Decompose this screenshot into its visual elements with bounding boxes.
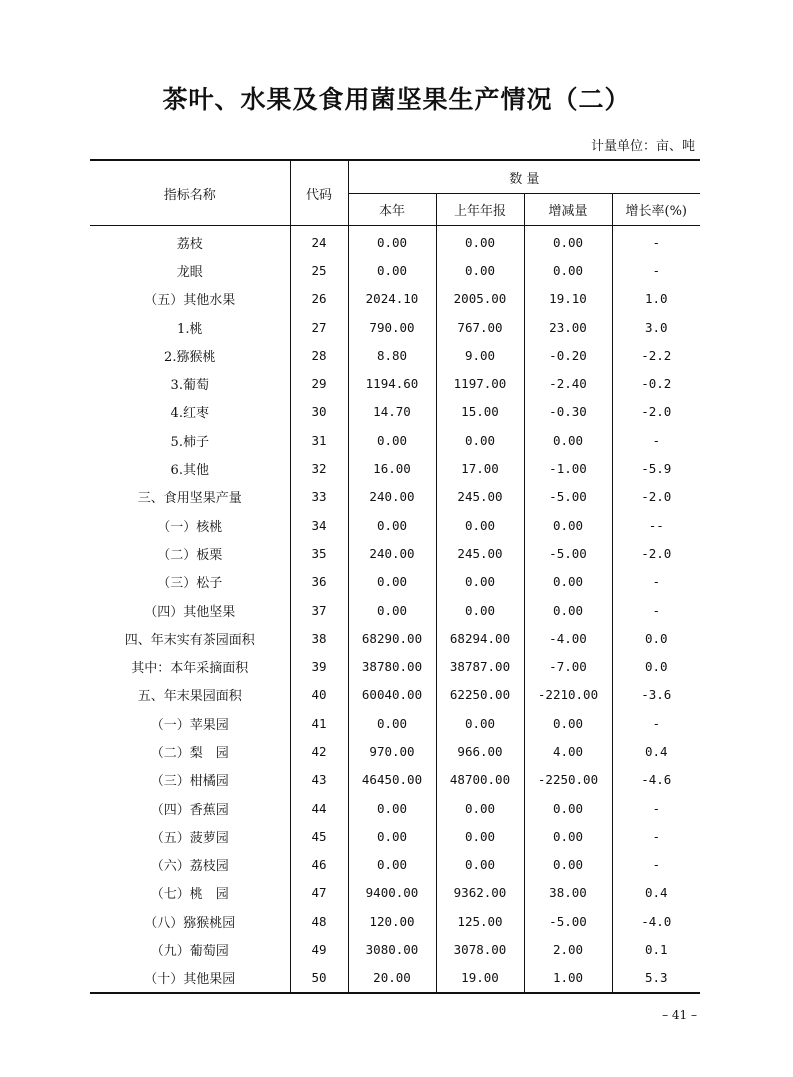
table-row bbox=[90, 511, 700, 539]
cell-indicator-name: （十）其他果园 bbox=[90, 964, 290, 993]
cell-change: 19.10 bbox=[524, 285, 612, 313]
cell-indicator-name: （一）核桃 bbox=[90, 511, 290, 539]
table-row bbox=[90, 398, 700, 426]
cell-growth-rate: 0.1 bbox=[644, 942, 668, 958]
table-row bbox=[90, 539, 700, 567]
table-row bbox=[90, 652, 700, 680]
cell-indicator-name: 6.其他 bbox=[90, 454, 290, 482]
cell-growth-rate: - bbox=[652, 234, 661, 250]
cell-growth-rate: -- bbox=[648, 517, 664, 533]
cell-growth-rate: 0.4 bbox=[644, 885, 668, 901]
cell-indicator-name: 龙眼 bbox=[90, 256, 290, 284]
cell-this-year: 0.00 bbox=[348, 568, 436, 596]
cell-indicator-name: （九）葡萄园 bbox=[90, 935, 290, 963]
cell-growth-rate: - bbox=[652, 800, 661, 816]
cell-code: 46 bbox=[290, 851, 348, 879]
cell-indicator-name: 三、食用坚果产量 bbox=[90, 483, 290, 511]
cell-code: 31 bbox=[290, 426, 348, 454]
cell-code: 30 bbox=[290, 398, 348, 426]
cell-change: -5.00 bbox=[524, 539, 612, 567]
cell-change: 0.00 bbox=[524, 709, 612, 737]
cell-indicator-name: 1.桃 bbox=[90, 313, 290, 341]
cell-this-year: 14.70 bbox=[348, 398, 436, 426]
cell-change: -2210.00 bbox=[524, 681, 612, 709]
cell-this-year: 3080.00 bbox=[348, 935, 436, 963]
cell-last-year: 0.00 bbox=[436, 256, 524, 284]
cell-indicator-name: 5.柿子 bbox=[90, 426, 290, 454]
table-row bbox=[90, 681, 700, 709]
header-quantity: 数 量 bbox=[348, 160, 700, 194]
cell-indicator-name: （二）梨 园 bbox=[90, 737, 290, 765]
cell-indicator-name: （四）其他坚果 bbox=[90, 596, 290, 624]
cell-this-year: 60040.00 bbox=[348, 681, 436, 709]
cell-code: 45 bbox=[290, 822, 348, 850]
cell-growth-rate: - bbox=[652, 857, 661, 873]
cell-this-year: 0.00 bbox=[348, 794, 436, 822]
cell-this-year: 0.00 bbox=[348, 851, 436, 879]
cell-code: 29 bbox=[290, 369, 348, 397]
cell-code: 27 bbox=[290, 313, 348, 341]
cell-this-year: 9400.00 bbox=[348, 879, 436, 907]
cell-last-year: 125.00 bbox=[436, 907, 524, 935]
cell-change: -4.00 bbox=[524, 624, 612, 652]
cell-indicator-name: （六）荔枝园 bbox=[90, 851, 290, 879]
cell-change: 0.00 bbox=[524, 226, 612, 257]
cell-indicator-name: （三）松子 bbox=[90, 568, 290, 596]
data-table bbox=[90, 159, 700, 994]
cell-indicator-name: （五）菠萝园 bbox=[90, 822, 290, 850]
cell-this-year: 46450.00 bbox=[348, 766, 436, 794]
cell-code: 26 bbox=[290, 285, 348, 313]
page-number: – 41 – bbox=[662, 1008, 697, 1022]
cell-indicator-name: 3.葡萄 bbox=[90, 369, 290, 397]
table-row bbox=[90, 256, 700, 284]
cell-indicator-name: 荔枝 bbox=[90, 226, 290, 257]
cell-code: 32 bbox=[290, 454, 348, 482]
cell-last-year: 0.00 bbox=[436, 596, 524, 624]
cell-this-year: 0.00 bbox=[348, 709, 436, 737]
cell-indicator-name: （七）桃 园 bbox=[90, 879, 290, 907]
cell-growth-rate: -4.0 bbox=[641, 913, 672, 929]
cell-last-year: 17.00 bbox=[436, 454, 524, 482]
cell-code: 25 bbox=[290, 256, 348, 284]
cell-growth-rate: - bbox=[652, 432, 661, 448]
cell-this-year: 38780.00 bbox=[348, 652, 436, 680]
table-row bbox=[90, 483, 700, 511]
cell-code: 40 bbox=[290, 681, 348, 709]
table-row bbox=[90, 568, 700, 596]
cell-last-year: 0.00 bbox=[436, 794, 524, 822]
cell-indicator-name: 五、年末果园面积 bbox=[90, 681, 290, 709]
cell-change: -2250.00 bbox=[524, 766, 612, 794]
cell-growth-rate: 1.0 bbox=[644, 291, 668, 307]
cell-this-year: 16.00 bbox=[348, 454, 436, 482]
cell-growth-rate: -2.2 bbox=[641, 347, 672, 363]
cell-indicator-name: （三）柑橘园 bbox=[90, 766, 290, 794]
cell-change: -5.00 bbox=[524, 907, 612, 935]
table-row bbox=[90, 737, 700, 765]
header-last-year: 上年年报 bbox=[436, 194, 524, 226]
cell-change: 4.00 bbox=[524, 737, 612, 765]
cell-this-year: 120.00 bbox=[348, 907, 436, 935]
table-row bbox=[90, 794, 700, 822]
cell-change: -0.30 bbox=[524, 398, 612, 426]
cell-code: 37 bbox=[290, 596, 348, 624]
cell-code: 43 bbox=[290, 766, 348, 794]
cell-last-year: 245.00 bbox=[436, 483, 524, 511]
cell-indicator-name: 2.猕猴桃 bbox=[90, 341, 290, 369]
cell-last-year: 767.00 bbox=[436, 313, 524, 341]
cell-code: 38 bbox=[290, 624, 348, 652]
cell-last-year: 38787.00 bbox=[436, 652, 524, 680]
cell-indicator-name: 其中：本年采摘面积 bbox=[90, 652, 290, 680]
cell-this-year: 970.00 bbox=[348, 737, 436, 765]
header-indicator-name: 指标名称 bbox=[90, 160, 290, 226]
cell-growth-rate: - bbox=[652, 828, 661, 844]
cell-growth-rate: 5.3 bbox=[644, 970, 668, 986]
cell-this-year: 0.00 bbox=[348, 226, 436, 257]
cell-change: 1.00 bbox=[524, 964, 612, 993]
cell-this-year: 240.00 bbox=[348, 539, 436, 567]
cell-indicator-name: （五）其他水果 bbox=[90, 285, 290, 313]
cell-this-year: 0.00 bbox=[348, 596, 436, 624]
cell-last-year: 9.00 bbox=[436, 341, 524, 369]
table-row bbox=[90, 426, 700, 454]
cell-change: 0.00 bbox=[524, 256, 612, 284]
table-row bbox=[90, 822, 700, 850]
cell-code: 39 bbox=[290, 652, 348, 680]
cell-last-year: 1197.00 bbox=[436, 369, 524, 397]
cell-this-year: 1194.60 bbox=[348, 369, 436, 397]
cell-growth-rate: 0.4 bbox=[644, 743, 668, 759]
cell-growth-rate: -3.6 bbox=[641, 687, 672, 703]
table-row bbox=[90, 935, 700, 963]
table-row bbox=[90, 596, 700, 624]
cell-change: 0.00 bbox=[524, 511, 612, 539]
cell-growth-rate: -2.0 bbox=[641, 545, 672, 561]
cell-last-year: 19.00 bbox=[436, 964, 524, 993]
page-title: 茶叶、水果及食用菌坚果生产情况（二） bbox=[162, 85, 631, 114]
cell-this-year: 2024.10 bbox=[348, 285, 436, 313]
table-row bbox=[90, 709, 700, 737]
cell-growth-rate: 0.0 bbox=[644, 659, 668, 675]
cell-change: -5.00 bbox=[524, 483, 612, 511]
table-body bbox=[90, 226, 700, 994]
table-row bbox=[90, 341, 700, 369]
cell-last-year: 68294.00 bbox=[436, 624, 524, 652]
cell-this-year: 0.00 bbox=[348, 256, 436, 284]
cell-growth-rate: -5.9 bbox=[641, 461, 672, 477]
header-this-year: 本年 bbox=[348, 194, 436, 226]
cell-growth-rate: -2.0 bbox=[641, 489, 672, 505]
cell-code: 36 bbox=[290, 568, 348, 596]
cell-this-year: 0.00 bbox=[348, 511, 436, 539]
cell-growth-rate: - bbox=[652, 574, 661, 590]
cell-code: 42 bbox=[290, 737, 348, 765]
cell-growth-rate: - bbox=[652, 262, 661, 278]
cell-this-year: 0.00 bbox=[348, 426, 436, 454]
cell-change: 0.00 bbox=[524, 426, 612, 454]
cell-last-year: 9362.00 bbox=[436, 879, 524, 907]
cell-code: 47 bbox=[290, 879, 348, 907]
cell-code: 35 bbox=[290, 539, 348, 567]
cell-change: 0.00 bbox=[524, 596, 612, 624]
cell-last-year: 0.00 bbox=[436, 226, 524, 257]
cell-last-year: 2005.00 bbox=[436, 285, 524, 313]
cell-growth-rate: 3.0 bbox=[644, 319, 668, 335]
cell-change: 38.00 bbox=[524, 879, 612, 907]
cell-last-year: 0.00 bbox=[436, 511, 524, 539]
cell-code: 41 bbox=[290, 709, 348, 737]
cell-indicator-name: 4.红枣 bbox=[90, 398, 290, 426]
unit-label: 计量单位：亩、吨 bbox=[590, 139, 695, 154]
table-row bbox=[90, 454, 700, 482]
cell-change: 23.00 bbox=[524, 313, 612, 341]
cell-this-year: 68290.00 bbox=[348, 624, 436, 652]
cell-indicator-name: 四、年末实有茶园面积 bbox=[90, 624, 290, 652]
cell-change: 0.00 bbox=[524, 794, 612, 822]
table-row bbox=[90, 879, 700, 907]
header-change: 增减量 bbox=[524, 194, 612, 226]
header-growth-rate: 增长率(%) bbox=[612, 194, 700, 226]
cell-indicator-name: （四）香蕉园 bbox=[90, 794, 290, 822]
cell-indicator-name: （二）板栗 bbox=[90, 539, 290, 567]
cell-last-year: 0.00 bbox=[436, 426, 524, 454]
cell-last-year: 3078.00 bbox=[436, 935, 524, 963]
cell-growth-rate: 0.0 bbox=[644, 630, 668, 646]
cell-indicator-name: （八）猕猴桃园 bbox=[90, 907, 290, 935]
table-row bbox=[90, 851, 700, 879]
cell-code: 33 bbox=[290, 483, 348, 511]
cell-this-year: 20.00 bbox=[348, 964, 436, 993]
header-code: 代码 bbox=[290, 160, 348, 226]
cell-this-year: 240.00 bbox=[348, 483, 436, 511]
cell-code: 28 bbox=[290, 341, 348, 369]
table-row bbox=[90, 285, 700, 313]
table-row bbox=[90, 907, 700, 935]
cell-code: 44 bbox=[290, 794, 348, 822]
cell-code: 48 bbox=[290, 907, 348, 935]
cell-change: 0.00 bbox=[524, 568, 612, 596]
cell-last-year: 0.00 bbox=[436, 851, 524, 879]
cell-last-year: 0.00 bbox=[436, 822, 524, 850]
cell-this-year: 8.80 bbox=[348, 341, 436, 369]
cell-last-year: 0.00 bbox=[436, 568, 524, 596]
cell-last-year: 15.00 bbox=[436, 398, 524, 426]
table-row bbox=[90, 624, 700, 652]
cell-change: -7.00 bbox=[524, 652, 612, 680]
cell-growth-rate: -0.2 bbox=[641, 376, 672, 392]
cell-change: 0.00 bbox=[524, 822, 612, 850]
cell-last-year: 62250.00 bbox=[436, 681, 524, 709]
cell-change: -2.40 bbox=[524, 369, 612, 397]
cell-change: -0.20 bbox=[524, 341, 612, 369]
cell-growth-rate: -2.0 bbox=[641, 404, 672, 420]
cell-last-year: 245.00 bbox=[436, 539, 524, 567]
cell-growth-rate: - bbox=[652, 602, 661, 618]
cell-last-year: 0.00 bbox=[436, 709, 524, 737]
cell-change: 2.00 bbox=[524, 935, 612, 963]
cell-growth-rate: - bbox=[652, 715, 661, 731]
cell-indicator-name: （一）苹果园 bbox=[90, 709, 290, 737]
cell-code: 50 bbox=[290, 964, 348, 993]
cell-last-year: 48700.00 bbox=[436, 766, 524, 794]
cell-this-year: 790.00 bbox=[348, 313, 436, 341]
cell-code: 34 bbox=[290, 511, 348, 539]
cell-change: -1.00 bbox=[524, 454, 612, 482]
cell-growth-rate: -4.6 bbox=[641, 772, 672, 788]
table-row bbox=[90, 964, 700, 993]
cell-code: 24 bbox=[290, 226, 348, 257]
cell-change: 0.00 bbox=[524, 851, 612, 879]
table-row bbox=[90, 766, 700, 794]
table-row bbox=[90, 313, 700, 341]
table-row bbox=[90, 226, 700, 257]
cell-last-year: 966.00 bbox=[436, 737, 524, 765]
table-row bbox=[90, 369, 700, 397]
cell-code: 49 bbox=[290, 935, 348, 963]
cell-this-year: 0.00 bbox=[348, 822, 436, 850]
